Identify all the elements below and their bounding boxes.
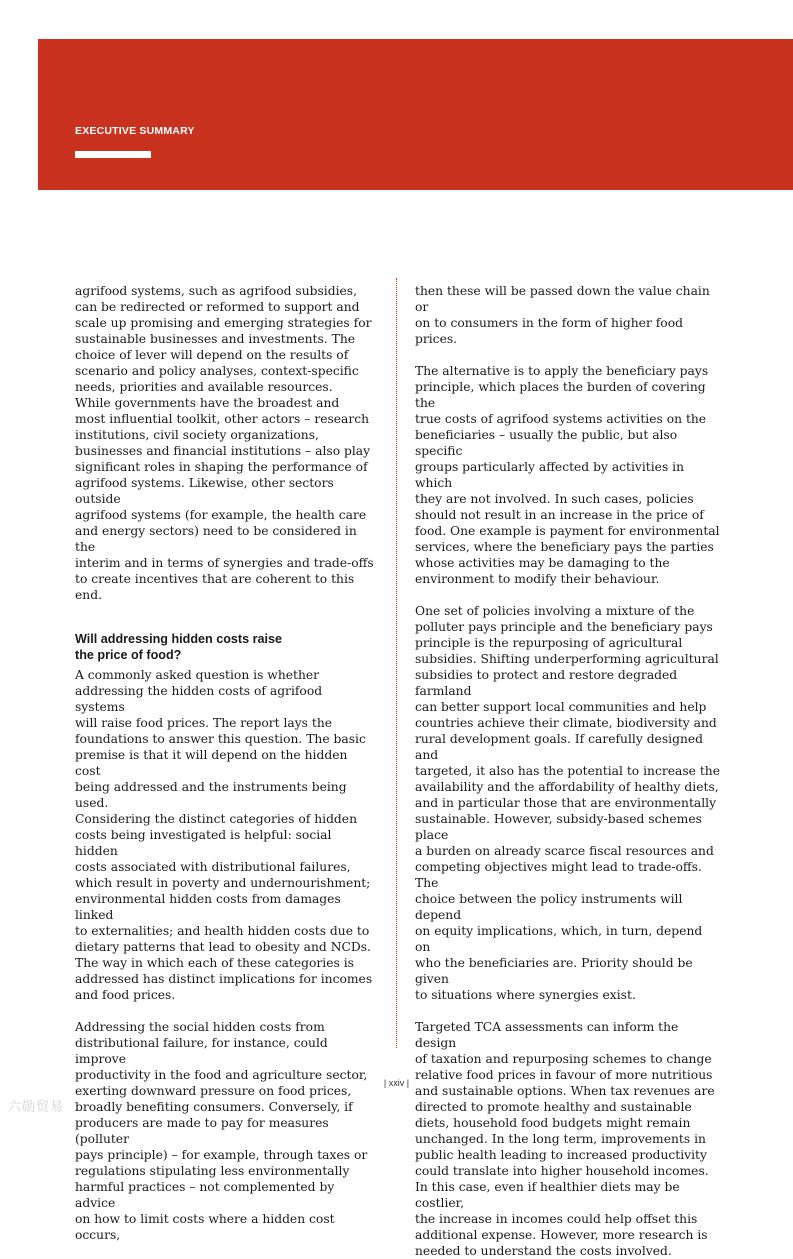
subheading-food-prices: Will addressing hidden costs raise the price of food? <box>75 632 283 662</box>
page-number: | xxiv | <box>383 1078 410 1088</box>
right-paragraph-3: One set of policies involving a mixture of the polluter pays principle and the beneficiary pays principle is the repurposing of agricultural subsidies. Shifting underperforming agricultural subsidies to protect and restore degraded farmland can better support local communities and help countries achieve their climate, biodiversity and rural development goals. If carefully designed and targeted, it also has the potential to increase the availability and the affordability of healthy diets, and in particular those that are environmentally sustainable. However, subsidy-based schemes place a burden on already scarce fiscal resources and competing objectives might lead to trade-offs. The choice between the policy instruments will depend on equity implications, which, in turn, depend on who the beneficiaries are. Priority should be given to situations where synergies exist. <box>415 604 720 1002</box>
right-column <box>415 283 720 1259</box>
right-paragraph-2: The alternative is to apply the beneficiary pays principle, which places the burden of covering the true costs of agrifood systems activities on the beneficiaries – usually the public, but also specific groups particularly affected by activities in which they are not involved. In such cases, policies should not result in an increase in the price of food. One example is payment for environmental services, where the beneficiary pays the parties whose activities may be damaging to the environment to modify their behaviour. <box>415 364 720 586</box>
left-paragraph-3: Addressing the social hidden costs from distributional failure, for instance, could improve productivity in the food and agriculture sector, exerting downward pressure on food prices, broadly benefiting consumers. Conversely, if producers are made to pay for measures (polluter pays principle) – for example, through taxes or regulations stipulating less environmentally harmful practices – not complemented by advice on how to limit costs where a hidden cost occurs, <box>75 1020 368 1242</box>
watermark-text: 六勋贸易 <box>8 1100 65 1115</box>
section-label: EXECUTIVE SUMMARY <box>75 125 195 137</box>
right-paragraph-4: Targeted TCA assessments can inform the design of taxation and repurposing schemes to change relative food prices in favour of more nutritious and sustainable options. When tax revenues are directed to promote healthy and sustainable diets, household food budgets might remain unchanged. In the long term, improvements in public health leading to increased productivity could translate into higher household incomes. In this case, even if healthier diets may be costlier, the increase in incomes could help offset this additional expense. However, more research is needed to understand the costs involved. <box>415 1020 715 1258</box>
left-paragraph-1: agrifood systems, such as agrifood subsidies, can be redirected or reformed to support and scale up promising and emerging strategies for sustainable businesses and investments. The choice of lever will depend on the results of scenario and policy analyses, context-specific needs, priorities and available resources. While governments have the broadest and most influential toolkit, other actors – research institutions, civil society organizations, businesses and financial institutions – also play significant roles in shaping the performance of agrifood systems. Likewise, other sectors outside agrifood systems (for example, the health care and energy sectors) need to be considered in the interim and in terms of synergies and trade-offs to create incentives that are coherent to this end. <box>75 284 374 602</box>
right-paragraph-1: then these will be passed down the value chain or on to consumers in the form of higher food prices. <box>415 284 710 346</box>
header-banner <box>38 39 793 190</box>
left-paragraph-2: A commonly asked question is whether addressing the hidden costs of agrifood systems will raise food prices. The report lays the foundations to answer this question. The basic premise is that it will depend on the hidden cost being addressed and the instruments being used. Considering the distinct categories of hidden costs being investigated is helpful: social hidden costs associated with distributional failures, which result in poverty and undernourishment; environmental hidden costs from damages linked to externalities; and health hidden costs due to dietary patterns that lead to obesity and NCDs. The way in which each of these categories is addressed has distinct implications for incomes and food prices. <box>75 668 373 1002</box>
column-divider <box>396 278 397 1048</box>
watermark <box>8 1096 64 1115</box>
section-underline-bar <box>75 151 151 158</box>
left-column <box>75 283 375 1243</box>
